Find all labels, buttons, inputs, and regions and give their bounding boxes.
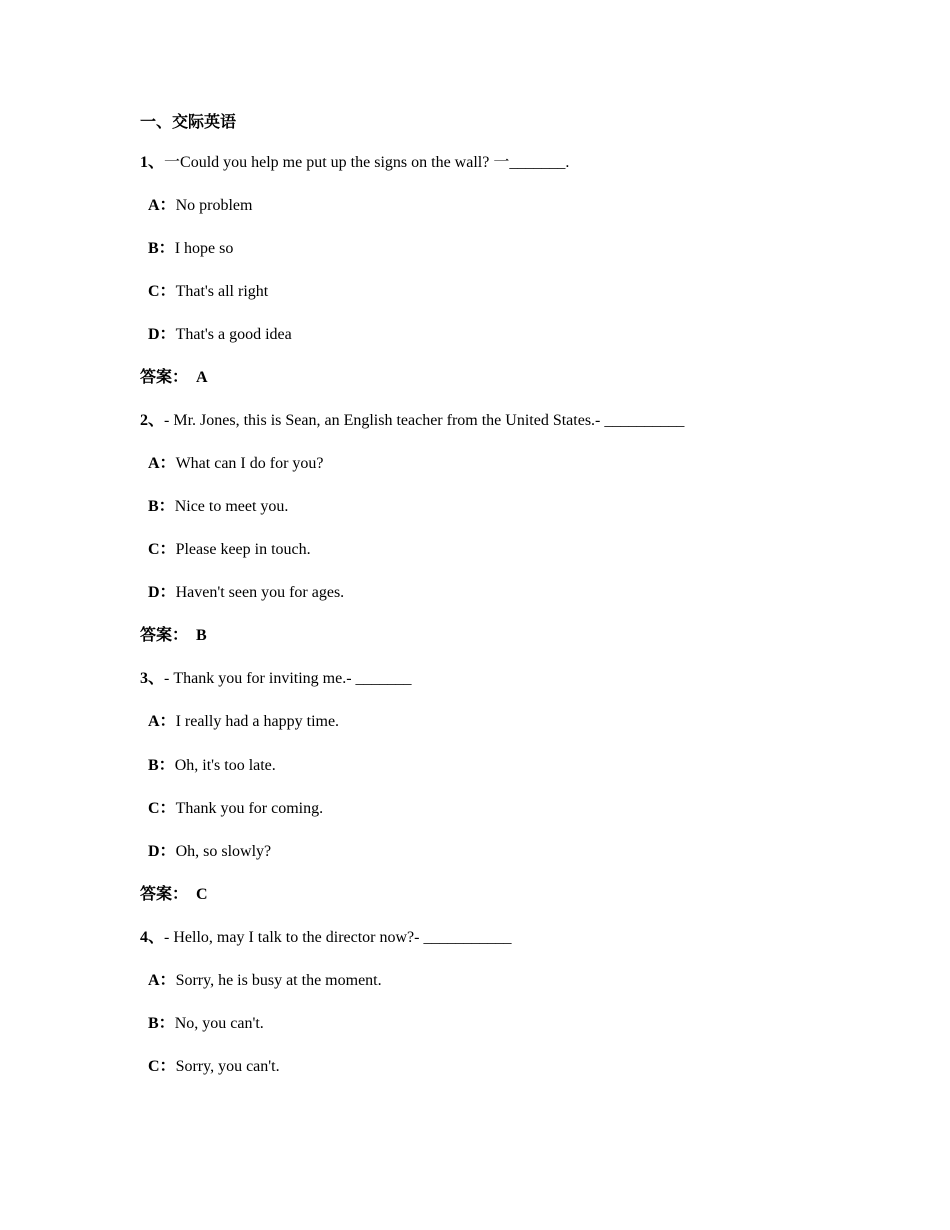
answer-value: B xyxy=(196,627,207,644)
question-1 xyxy=(140,153,569,173)
option-letter: A： xyxy=(148,455,176,472)
option-b xyxy=(148,1014,264,1034)
option-letter: B： xyxy=(148,240,175,257)
option-text: Thank you for coming. xyxy=(175,800,324,817)
option-text: I hope so xyxy=(174,240,234,257)
option-letter: D： xyxy=(148,843,176,860)
option-d xyxy=(148,325,292,345)
option-letter: A： xyxy=(148,713,176,730)
question-4 xyxy=(140,928,511,948)
answer-label: 答案： xyxy=(140,627,189,644)
option-b xyxy=(148,756,276,776)
question-number: 1、 xyxy=(140,154,165,171)
option-letter: B： xyxy=(148,1015,175,1032)
option-c xyxy=(148,282,268,302)
question-3 xyxy=(140,669,412,689)
option-text: Oh, it's too late. xyxy=(174,757,276,774)
question-stem: - Hello, may I talk to the director now?- ___________ xyxy=(164,929,512,946)
option-letter: C： xyxy=(148,1058,176,1075)
option-letter: D： xyxy=(148,326,176,343)
option-letter: B： xyxy=(148,498,175,515)
option-c xyxy=(148,799,323,819)
option-text: Please keep in touch. xyxy=(175,541,311,558)
option-d xyxy=(148,842,271,862)
answer-label: 答案： xyxy=(140,886,189,903)
question-number: 2、 xyxy=(140,412,165,429)
option-letter: D： xyxy=(148,584,176,601)
option-c xyxy=(148,540,311,560)
answer-value: A xyxy=(196,369,208,386)
option-text: Sorry, you can't. xyxy=(175,1058,280,1075)
option-text: Nice to meet you. xyxy=(174,498,289,515)
option-a xyxy=(148,971,382,991)
option-letter: A： xyxy=(148,972,176,989)
answer-line xyxy=(140,368,208,388)
option-letter: B： xyxy=(148,757,175,774)
section-title: 一、交际英语 xyxy=(140,114,237,131)
answer-value: C xyxy=(196,886,208,903)
option-text: Sorry, he is busy at the moment. xyxy=(175,972,382,989)
question-stem: 一Could you help me put up the signs on the wall? 一_______. xyxy=(164,154,570,171)
option-d xyxy=(148,583,344,603)
question-2 xyxy=(140,411,684,431)
question-number: 3、 xyxy=(140,670,165,687)
question-number: 4、 xyxy=(140,929,165,946)
option-text: What can I do for you? xyxy=(175,455,324,472)
option-text: I really had a happy time. xyxy=(175,713,340,730)
option-text: Haven't seen you for ages. xyxy=(175,584,345,601)
option-letter: C： xyxy=(148,283,176,300)
option-text: Oh, so slowly? xyxy=(175,843,272,860)
question-stem: - Mr. Jones, this is Sean, an English teacher from the United States.- __________ xyxy=(164,412,685,429)
option-c xyxy=(148,1057,280,1077)
option-a xyxy=(148,196,252,216)
answer-label: 答案： xyxy=(140,369,189,386)
option-b xyxy=(148,239,233,259)
option-text: No problem xyxy=(175,197,253,214)
question-stem: - Thank you for inviting me.- _______ xyxy=(164,670,412,687)
answer-line xyxy=(140,626,207,646)
option-text: That's all right xyxy=(175,283,269,300)
option-letter: C： xyxy=(148,800,176,817)
option-a xyxy=(148,712,339,732)
answer-line xyxy=(140,885,208,905)
option-letter: A： xyxy=(148,197,176,214)
option-b xyxy=(148,497,288,517)
option-letter: C： xyxy=(148,541,176,558)
option-text: That's a good idea xyxy=(175,326,292,343)
option-a xyxy=(148,454,324,474)
option-text: No, you can't. xyxy=(174,1015,264,1032)
